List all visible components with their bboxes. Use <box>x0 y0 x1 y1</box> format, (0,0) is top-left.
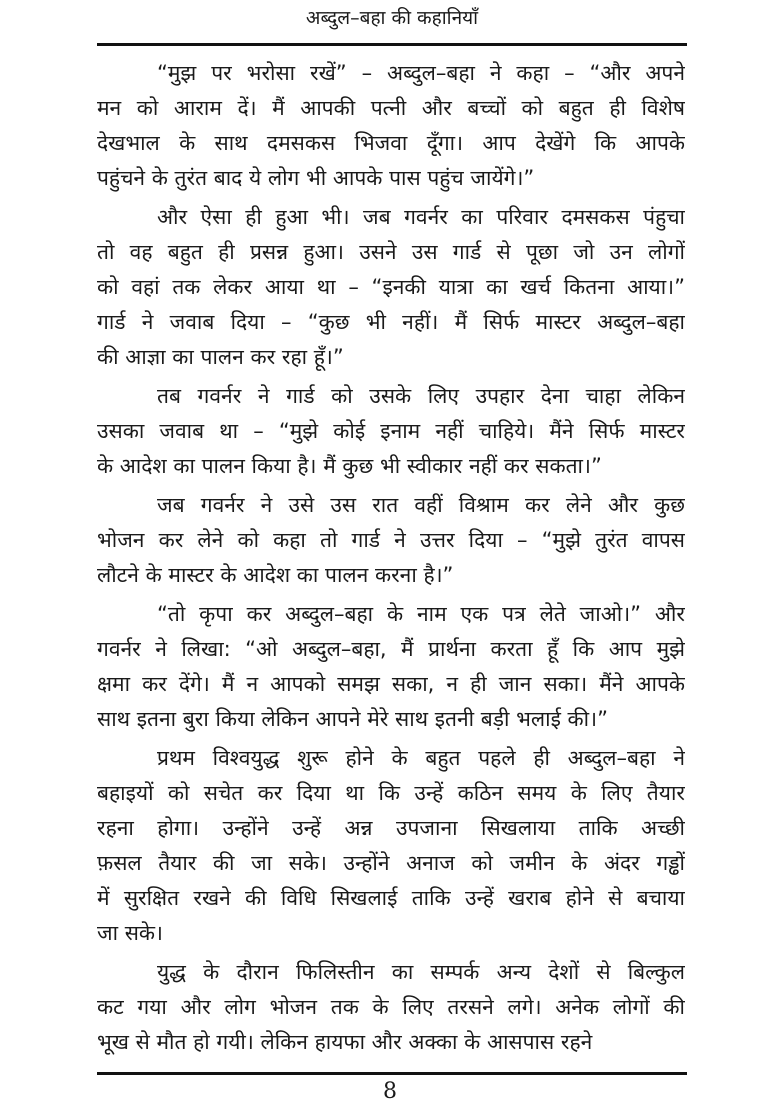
page-number: 8 <box>383 1079 397 1104</box>
paragraph <box>97 488 685 593</box>
text-line: रहना होगा। उन्होंने उन्हें अन्न उपजाना सिखलाया ताकि अच्छी <box>97 816 685 840</box>
footer-rule <box>97 1072 687 1075</box>
text-line: के आदेश का पालन किया है। मैं कुछ भी स्वीकार नहीं कर सकता।” <box>97 454 602 478</box>
text-line: गार्ड ने जवाब दिया – “कुछ भी नहीं। मैं सिर्फ मास्टर अब्दुल–बहा <box>97 310 685 334</box>
text-line: प्रथम विश्वयुद्ध शुरू होने के बहुत पहले ही अब्दुल–बहा ने <box>157 746 685 770</box>
paragraph <box>97 741 685 951</box>
text-line: में सुरक्षित रखने की विधि सिखलाई ताकि उन्हें खराब होने से बचाया <box>97 886 685 910</box>
paragraph <box>97 200 685 375</box>
text-line: “मुझ पर भरोसा रखें” – अब्दुल–बहा ने कहा – “और अपने <box>157 61 685 85</box>
text-line: तब गवर्नर ने गार्ड को उसके लिए उपहार देना चाहा लेकिन <box>157 384 685 408</box>
text-line: की आज्ञा का पालन कर रहा हूँ।” <box>97 345 344 369</box>
text-line: मन को आराम दें। मैं आपकी पत्नी और बच्चों को बहुत ही विशेष <box>97 96 685 120</box>
text-line: जा सके। <box>97 921 163 945</box>
paragraph <box>97 56 685 196</box>
text-line: भूख से मौत हो गयी। लेकिन हायफा और अक्का के आसपास रहने <box>97 1030 593 1054</box>
page-body <box>97 56 685 1064</box>
text-line: फ़सल तैयार की जा सके। उन्होंने अनाज को जमीन के अंदर गड्ढों <box>97 851 685 875</box>
text-line: और ऐसा ही हुआ भी। जब गवर्नर का परिवार दमसकस पंहुचा <box>157 205 685 229</box>
text-line: तो वह बहुत ही प्रसन्न हुआ। उसने उस गार्ड से पूछा जो उन लोगों <box>97 240 685 264</box>
text-line: “तो कृपा कर अब्दुल–बहा के नाम एक पत्र लेते जाओ।” और <box>157 602 685 626</box>
text-line: गवर्नर ने लिखा: “ओ अब्दुल–बहा, मैं प्रार्थना करता हूँ कि आप मुझे <box>97 637 685 661</box>
text-line: पहुंचने के तुरंत बाद ये लोग भी आपके पास पहुंच जायेंगे।” <box>97 166 535 190</box>
paragraph <box>97 955 685 1060</box>
text-line: युद्ध के दौरान फिलिस्तीन का सम्पर्क अन्य देशों से बिल्कुल <box>157 960 685 984</box>
text-line: उसका जवाब था – “मुझे कोई इनाम नहीं चाहिये। मैंने सिर्फ मास्टर <box>97 419 685 443</box>
text-line: को वहां तक लेकर आया था – “इनकी यात्रा का खर्च कितना आया।” <box>97 275 685 299</box>
running-header: अब्दुल–बहा की कहानियाँ <box>305 7 479 29</box>
text-line: भोजन कर लेने को कहा तो गार्ड ने उत्तर दिया – “मुझे तुरंत वापस <box>97 528 685 552</box>
text-line: लौटने के मास्टर के आदेश का पालन करना है।” <box>97 563 454 587</box>
text-line: कट गया और लोग भोजन तक के लिए तरसने लगे। अनेक लोगों की <box>97 995 685 1019</box>
text-line: क्षमा कर देंगे। मैं न आपको समझ सका, न ही जान सका। मैंने आपके <box>97 672 685 696</box>
text-line: बहाइयों को सचेत कर दिया था कि उन्हें कठिन समय के लिए तैयार <box>97 781 685 805</box>
paragraph <box>97 379 685 484</box>
paragraph <box>97 597 685 737</box>
text-line: जब गवर्नर ने उसे उस रात वहीं विश्राम कर लेने और कुछ <box>157 493 685 517</box>
header-rule <box>97 43 687 46</box>
text-line: साथ इतना बुरा किया लेकिन आपने मेरे साथ इतनी बड़ी भलाई की।” <box>97 707 608 731</box>
text-line: देखभाल के साथ दमसकस भिजवा दूँगा। आप देखेंगे कि आपके <box>97 131 685 155</box>
